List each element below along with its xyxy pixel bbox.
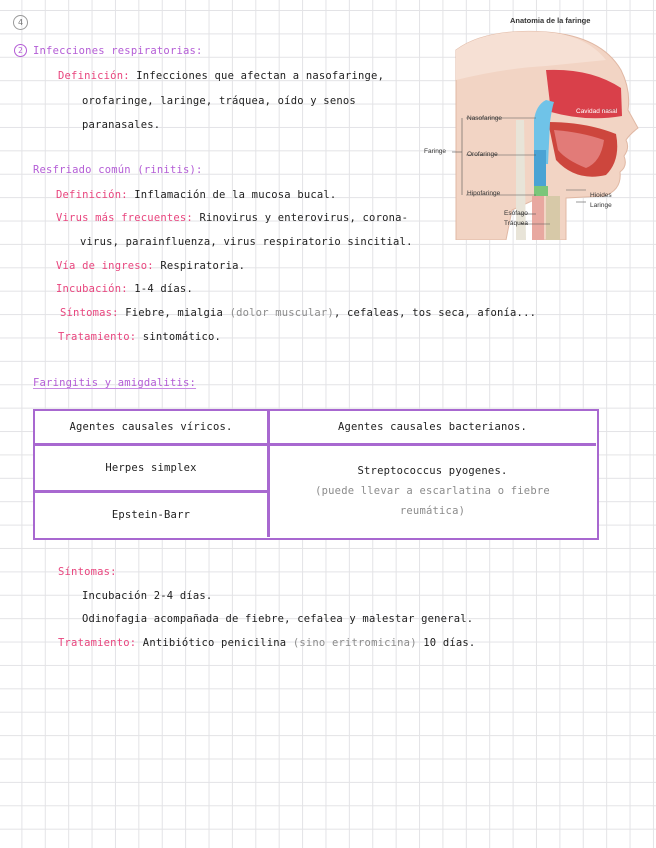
label-nasofaringe: Nasofaringe — [467, 115, 503, 122]
section-definition-line1 — [58, 70, 384, 82]
resfriado-title: Resfriado común (rinitis): — [33, 164, 203, 176]
section-definition-line2: orofaringe, laringe, tráquea, oído y senos — [82, 95, 356, 107]
sintomas-text-rest: , cefaleas, tos seca, afonía... — [333, 307, 537, 319]
table-cell-bacteriano — [269, 445, 596, 537]
bacteriano-main: Streptococcus pyogenes. — [357, 465, 508, 477]
faringitis-sintomas-line2: Odinofagia acompañada de fiebre, cefalea y malestar general. — [82, 613, 474, 625]
faringitis-title: Faringitis y amigdalitis: — [33, 377, 197, 389]
label-laringe: Laringe — [590, 202, 612, 209]
resfriado-incubacion — [56, 283, 193, 295]
incubacion-text: 1-4 días. — [134, 283, 193, 295]
faringitis-tratamiento-text: Antibiótico penicilina — [142, 637, 287, 649]
resfriado-definicion — [56, 189, 336, 201]
table-cell-herpes: Herpes simplex — [105, 461, 197, 474]
resfriado-via — [56, 260, 245, 272]
virus-text-line2: virus, parainfluenza, virus respiratorio sincitial. — [80, 236, 413, 248]
resfriado-tratamiento — [58, 331, 221, 343]
tratamiento-label: Tratamiento: — [58, 331, 137, 343]
definicion-text: Infecciones que afectan a nasofaringe, — [136, 70, 385, 82]
virus-label: Virus más frecuentes: — [56, 212, 193, 224]
sintomas-label: Síntomas: — [60, 307, 119, 319]
faringitis-tratamiento-label: Tratamiento: — [58, 637, 137, 649]
page-number: 4 — [13, 15, 28, 30]
resfriado-definicion-text: Inflamación de la mucosa bucal. — [134, 189, 337, 201]
faringitis-tratamiento-duration: 10 días. — [423, 637, 476, 649]
virus-text: Rinovirus y enterovirus, corona- — [199, 212, 409, 224]
faringitis-tratamiento-note: (sino eritromicina) — [292, 637, 417, 649]
label-hipofaringe: Hipofaringe — [467, 190, 501, 197]
via-text: Respiratoria. — [160, 260, 246, 272]
label-cavidad-nasal: Cavidad nasal — [576, 108, 618, 115]
table-header-bacterianos: Agentes causales bacterianos. — [337, 421, 528, 433]
resfriado-sintomas — [60, 307, 536, 319]
figure-title: Anatomia de la faringe — [510, 16, 591, 25]
section-definition-line3: paranasales. — [82, 119, 161, 131]
section-title: Infecciones respiratorias: — [33, 45, 203, 57]
bacteriano-note-line1: (puede llevar a escarlatina o fiebre — [315, 485, 550, 497]
resfriado-definicion-label: Definición: — [56, 189, 128, 201]
tratamiento-text: sintomático. — [142, 331, 222, 343]
pharynx-anatomy-illustration — [416, 10, 652, 240]
section-heading — [14, 44, 203, 57]
section-number: 2 — [14, 44, 27, 57]
resfriado-virus — [56, 212, 408, 224]
definicion-label: Definición: — [58, 70, 130, 82]
sintomas-text: Fiebre, mialgia — [125, 307, 224, 319]
label-orofaringe: Orofaringe — [467, 151, 498, 158]
faringitis-sintomas-label: Síntomas: — [58, 566, 117, 578]
faringitis-tratamiento — [58, 637, 475, 649]
incubacion-label: Incubación: — [56, 283, 128, 295]
table-cell-epstein-barr: Epstein-Barr — [111, 508, 191, 521]
label-traquea: Tráquea — [504, 220, 528, 227]
via-label: Vía de ingreso: — [56, 260, 154, 272]
label-esofago: Esófago — [504, 210, 528, 217]
faringitis-sintomas-line1: Incubación 2-4 días. — [82, 590, 213, 602]
table-header-viricos: Agentes causales víricos. — [69, 421, 233, 433]
agentes-causales-table — [33, 409, 599, 540]
bacteriano-note-line2: reumática) — [399, 505, 466, 517]
sintomas-note: (dolor muscular) — [229, 307, 334, 319]
label-faringe: Faringe — [424, 148, 447, 155]
label-hioides: Hioides — [590, 192, 612, 199]
